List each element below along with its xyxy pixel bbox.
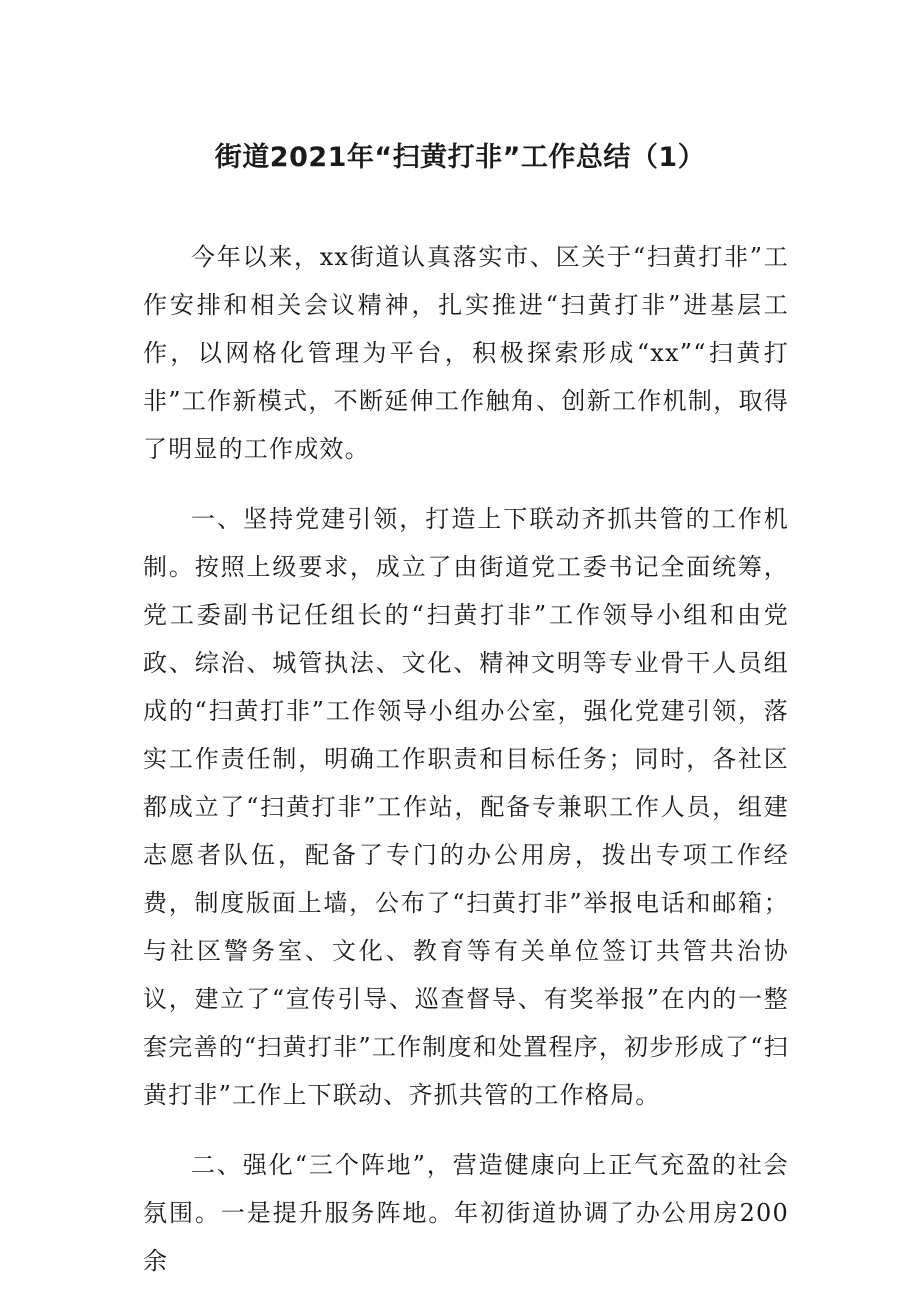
paragraph-section-two: 二、强化“三个阵地”，营造健康向上正气充盈的社会氛围。一是提升服务阵地。年初街道协调了办公用房200余	[143, 1151, 789, 1275]
document-body	[143, 233, 789, 1307]
document-title: 街道2021年“扫黄打非”工作总结（1）	[214, 142, 706, 173]
paragraph-section-one: 一、坚持党建引领，打造上下联动齐抓共管的工作机制。按照上级要求，成立了由街道党工委书记全面统筹，党工委副书记任组长的“扫黄打非”工作领导小组和由党政、综治、城管执法、文化、精神文明等专业骨干人员组成的“扫黄打非”工作领导小组办公室，强化党建引领，落实工作责任制，明确工作职责和目标任务；同时，各社区都成立了“扫黄打非”工作站，配备专兼职工作人员，组建志愿者队伍，配备了专门的办公用房，拨出专项工作经费，制度版面上墙，公布了“扫黄打非”举报电话和邮箱；与社区警务室、文化、教育等有关单位签订共管共治协议，建立了“宣传引导、巡查督导、有奖举报”在内的一整套完善的“扫黄打非”工作制度和处置程序，初步形成了“扫黄打非”工作上下联动、齐抓共管的工作格局。	[143, 505, 789, 1109]
paragraph-intro: 今年以来，xx街道认真落实市、区关于“扫黄打非”工作安排和相关会议精神，扎实推进“扫黄打非”进基层工作，以网格化管理为平台，积极探索形成“xx”“扫黄打非”工作新模式，不断延伸工作触角、创新工作机制，取得了明显的工作成效。	[143, 243, 789, 463]
